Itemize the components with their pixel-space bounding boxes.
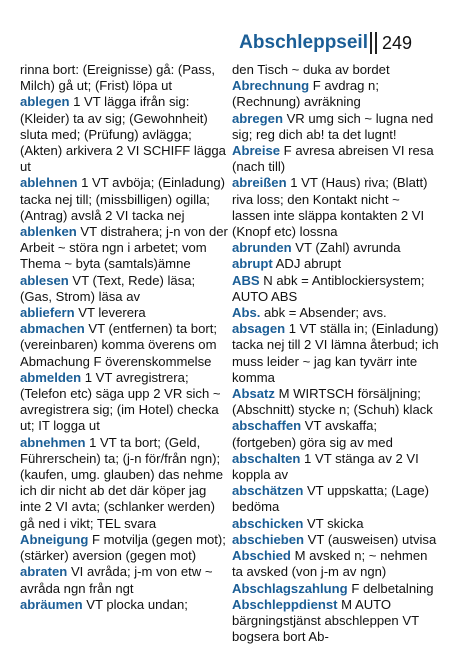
dictionary-entry <box>20 370 228 435</box>
entry-definition: VT skicka <box>303 515 364 531</box>
entry-text <box>232 451 419 482</box>
entry-text <box>20 224 228 271</box>
dictionary-entry <box>20 597 228 613</box>
entry-text <box>232 273 425 304</box>
entry-definition: 1 VT lägga ifrån sig: (Kleider) ta av sig; (Gewohnheit) sluta med; (Prüfung) avlägga; (Akten) arkivera 2 VI SCHIFF lägga ut <box>20 94 226 175</box>
entry-definition: VT (ausweisen) utvisa <box>304 531 437 547</box>
dictionary-entry <box>20 175 228 224</box>
entry-definition: F motvilja (gegen mot); (stärker) aversion (gegen mot) <box>20 531 226 564</box>
entry-headword: abrupt <box>232 256 273 272</box>
entry-headword: Abreise <box>232 143 281 159</box>
entry-text <box>232 175 428 239</box>
entry-headword: abschieben <box>232 531 305 547</box>
entry-text <box>20 597 188 612</box>
dictionary-entry <box>20 273 228 305</box>
entry-definition: VT uppskatta; (Lage) bedöma <box>232 483 429 515</box>
dictionary-entry <box>232 305 440 321</box>
entry-text <box>20 435 223 531</box>
entry-definition: VT (entfernen) ta bort; (vereinbaren) komma överens om Abmachung F överenskommelse <box>20 321 217 369</box>
entry-definition: 1 VT (Haus) riva; (Blatt) riva loss; den Kontakt nicht ~ lassen inte släppa kontakten 2 VI (Knopf etc) lossna <box>232 175 428 240</box>
entry-text <box>232 483 429 514</box>
header-divider <box>370 32 377 54</box>
entry-text <box>20 273 195 304</box>
dictionary-entry <box>232 240 440 256</box>
entry-text <box>232 321 439 385</box>
dictionary-entry <box>20 564 228 596</box>
dictionary-entry <box>20 305 228 321</box>
entry-headword: abrunden <box>232 240 292 256</box>
dictionary-entry <box>20 435 228 532</box>
entry-definition: VT distrahera; j-n von der Arbeit ~ störa ngn i arbetet; vom Thema ~ byta (samtals)ämne <box>20 224 228 272</box>
entry-headword: ablegen <box>20 94 70 110</box>
entry-headword: abraten <box>20 564 68 580</box>
entry-text <box>232 418 393 449</box>
entry-text <box>232 548 427 579</box>
entry-text <box>20 370 221 434</box>
entry-definition: F avdrag n; (Rechnung) avräkning <box>232 78 379 110</box>
dictionary-entry <box>232 532 440 548</box>
dictionary-entry <box>232 321 440 386</box>
dictionary-entry <box>232 273 440 305</box>
entry-definition: VI avråda; j-m von etw ~ avråda ngn från ngt <box>20 564 213 596</box>
dictionary-entry <box>232 581 440 597</box>
dictionary-entry <box>232 516 440 532</box>
entry-definition: M AUTO bärgningstjänst abschleppen VT bogsera bort Ab- <box>232 596 419 645</box>
entry-text <box>232 386 433 417</box>
entry-text <box>232 78 379 109</box>
dictionary-entry <box>20 321 228 370</box>
entry-text <box>20 94 226 174</box>
entry-headword: abnehmen <box>20 434 86 450</box>
entry-text <box>20 175 225 222</box>
entry-headword: ablenken <box>20 224 77 240</box>
entry-text <box>232 143 434 174</box>
entry-headword: abschaffen <box>232 418 302 434</box>
entry-text <box>232 111 433 142</box>
entry-text <box>20 321 217 368</box>
entry-text: den Tisch ~ duka av bordet <box>232 62 390 77</box>
entry-definition: 1 VT avböja; (Einladung) tacka nej till; (missbilligen) ogilla; (Antrag) avslå 2 VI tacka nej <box>20 175 225 223</box>
entry-definition: abk = Absender; avs. <box>260 305 387 321</box>
dictionary-entry <box>232 78 440 110</box>
entry-definition: 1 VT stänga av 2 VI koppla av <box>232 450 419 483</box>
dictionary-entry <box>232 256 440 272</box>
entry-definition: VT avskaffa; (fortgeben) göra sig av med <box>232 418 393 450</box>
dictionary-entry <box>20 62 228 94</box>
entry-headword: abschicken <box>232 515 304 531</box>
entry-definition: M WIRTSCH försäljning; (Abschnitt) stycke n; (Schuh) klack <box>232 386 433 418</box>
page-number: 249 <box>382 33 413 53</box>
dictionary-entry <box>232 451 440 483</box>
entry-headword: absagen <box>232 321 286 337</box>
entry-definition: VT (Zahl) avrunda <box>291 240 401 256</box>
entry-definition: 1 VT ställa in; (Einladung) tacka nej till 2 VI lämna återbud; ich muss leider ~ jag kan tyvärr inte komma <box>232 321 439 385</box>
entry-text <box>20 532 226 563</box>
entry-headword: abliefern <box>20 305 75 321</box>
entry-text <box>232 597 419 644</box>
entry-definition: VT leverera <box>74 305 146 321</box>
running-head-word: Abschleppseil <box>239 32 368 53</box>
entry-text <box>20 564 213 595</box>
entry-headword: Abs. <box>232 305 261 321</box>
entry-headword: abreißen <box>232 175 287 191</box>
dictionary-entry <box>232 483 440 515</box>
dictionary-entry <box>232 386 440 418</box>
entry-headword: ablehnen <box>20 175 78 191</box>
entry-definition: VR umg sich ~ lugna ned sig; reg dich ab! ta det lugnt! <box>232 110 434 142</box>
entry-headword: abräumen <box>20 596 83 612</box>
entry-headword: Abrechnung <box>232 78 310 94</box>
entry-definition: 1 VT avregistrera; (Telefon etc) säga upp 2 VR sich ~ avregistrera sig; (im Hotel) checka ut; IT logga ut <box>20 369 221 434</box>
entry-text <box>232 516 363 531</box>
entry-text <box>232 581 434 596</box>
entry-headword: abregen <box>232 110 283 126</box>
entry-definition: VT plocka undan; <box>82 596 188 612</box>
entry-definition: F avresa abreisen VI resa (nach till) <box>232 143 434 175</box>
entry-headword: abmachen <box>20 321 85 337</box>
left-column <box>20 62 228 613</box>
entry-text <box>232 305 387 320</box>
entry-definition: VT (Text, Rede) läsa; (Gas, Strom) läsa av <box>20 272 196 304</box>
entry-headword: Abschleppdienst <box>232 596 338 612</box>
dictionary-entry <box>20 94 228 175</box>
dictionary-entry <box>232 175 440 240</box>
entry-text <box>232 240 401 255</box>
entry-text: rinna bort: (Ereignisse) gå: (Pass, Milch) gå ut; (Frist) löpa ut <box>20 62 216 94</box>
entry-definition: ADJ abrupt <box>272 256 342 272</box>
entry-headword: Abneigung <box>20 531 89 547</box>
right-column <box>232 62 440 645</box>
dictionary-entry <box>232 418 440 450</box>
entry-definition: F delbetalning <box>347 580 434 596</box>
dictionary-entry <box>232 597 440 646</box>
dictionary-entry <box>232 143 440 175</box>
entry-headword: Abschlagszahlung <box>232 580 348 596</box>
entry-text <box>232 532 436 547</box>
entry-headword: Absatz <box>232 386 275 402</box>
entry-definition: N abk = Antiblockiersystem; AUTO ABS <box>232 272 425 304</box>
entry-text <box>20 305 146 320</box>
entry-headword: ablesen <box>20 272 69 288</box>
dictionary-entry <box>20 224 228 273</box>
dictionary-entry <box>232 111 440 143</box>
entry-headword: abmelden <box>20 369 82 385</box>
entry-text <box>232 256 341 271</box>
entry-headword: ABS <box>232 272 260 288</box>
page-header <box>0 30 456 62</box>
entry-definition: M avsked n; ~ nehmen ta avsked (von j-m av ngn) <box>232 548 428 580</box>
entry-headword: abschätzen <box>232 483 304 499</box>
entry-headword: abschalten <box>232 450 301 466</box>
entry-headword: Abschied <box>232 548 291 564</box>
dictionary-entry <box>232 62 440 78</box>
dictionary-entry <box>20 532 228 564</box>
entry-definition: 1 VT ta bort; (Geld, Führerschein) ta; (j-n för/från ngn); (kaufen, umg. glauben) das nehme ich dir nicht ab det där köper jag inte 2 VI avta; (schlanker werden) gå ned i vikt; TEL svara <box>20 434 224 531</box>
dictionary-entry <box>232 548 440 580</box>
